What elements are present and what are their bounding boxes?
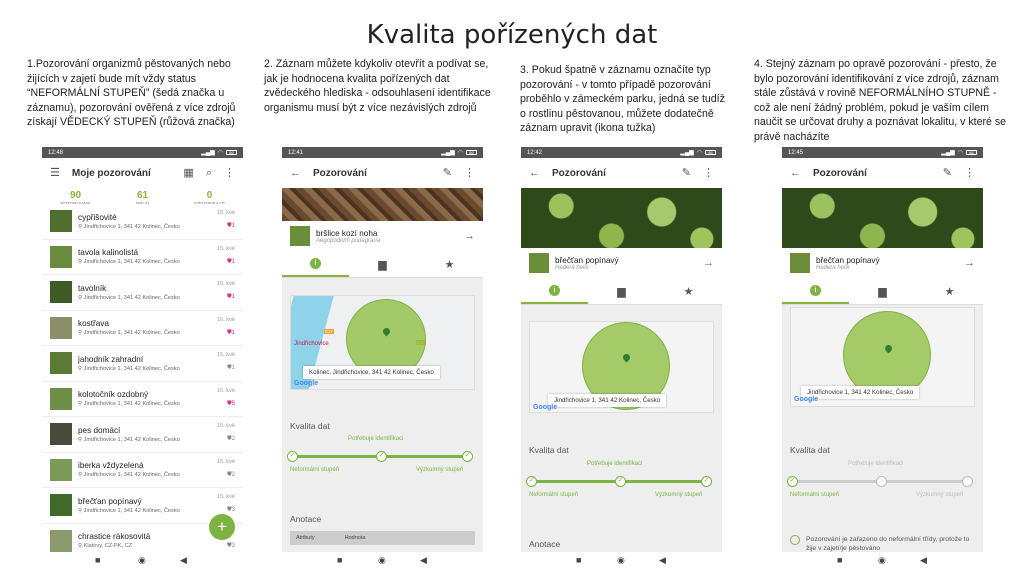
annot-col-attributes: Atributy bbox=[296, 535, 315, 541]
grade-count: 1 bbox=[231, 329, 235, 336]
observation-location bbox=[78, 224, 180, 230]
battery-icon: 86 bbox=[705, 150, 716, 155]
observation-name: pes domácí bbox=[78, 425, 121, 435]
observation-location-text: Jindřichovice 1, 341 42 Kolinec, Česko bbox=[83, 507, 180, 514]
observation-thumbnail bbox=[50, 459, 72, 481]
nav-recent-icon[interactable]: ◀ bbox=[920, 555, 927, 565]
quality-grade-badge bbox=[227, 436, 235, 443]
status-bar bbox=[782, 147, 983, 158]
location-map[interactable] bbox=[529, 321, 714, 413]
species-row[interactable] bbox=[521, 248, 722, 278]
battery-icon: 86 bbox=[466, 150, 477, 155]
location-pin-icon: ⚲ bbox=[78, 294, 83, 301]
grade-shield-icon: ⛊ bbox=[227, 471, 232, 478]
observation-date: 15. kvě bbox=[216, 352, 235, 358]
observation-thumbnail bbox=[50, 317, 72, 339]
quality-grade-badge bbox=[227, 543, 235, 550]
wifi-icon: ◠ bbox=[696, 150, 702, 156]
add-observation-button[interactable]: + bbox=[209, 514, 235, 540]
quality-title: Kvalita dat bbox=[790, 445, 830, 455]
grade-shield-icon: ⛊ bbox=[227, 294, 232, 300]
grade-shield-icon: ⛊ bbox=[227, 365, 232, 371]
species-row[interactable] bbox=[782, 248, 983, 278]
edit-pencil-icon[interactable]: ✎ bbox=[442, 166, 452, 179]
grade-shield-icon: ⛊ bbox=[227, 329, 232, 336]
observation-name: iberka vždyzelená bbox=[78, 461, 144, 471]
observation-thumbnail bbox=[50, 352, 72, 374]
info-icon: i bbox=[810, 285, 821, 296]
quality-right-label: Výzkumný stupeň bbox=[416, 467, 464, 473]
nav-back-icon[interactable]: ■ bbox=[837, 555, 843, 565]
location-pin-icon: ⚲ bbox=[78, 259, 83, 266]
stat-value: 0 bbox=[206, 190, 213, 201]
location-map[interactable] bbox=[290, 295, 475, 390]
back-arrow-icon[interactable]: ← bbox=[529, 166, 540, 179]
list-item[interactable] bbox=[42, 417, 243, 453]
observation-location bbox=[78, 295, 180, 301]
tab-comments[interactable] bbox=[588, 278, 655, 304]
phone-observation-detail bbox=[282, 147, 483, 552]
observation-thumbnail bbox=[50, 423, 72, 445]
observation-location bbox=[78, 508, 180, 514]
quality-title: Kvalita dat bbox=[529, 445, 569, 455]
grade-count: 3 bbox=[231, 542, 235, 549]
caption-3: 3. Pokud špatně v záznamu označíte typ pozorování - v tomto případě pozorování proběhlo v zámeckém parku, jedná se tudíž o rostlinu pěstovanou, můžete dodatečně záznam upravit (ikona tužka) bbox=[520, 64, 725, 134]
species-name: bršlice kozí noha bbox=[316, 228, 378, 238]
quality-mid-label: Potřebuje identifikaci bbox=[348, 436, 404, 442]
star-icon: ★ bbox=[444, 258, 455, 271]
location-pin-icon: ⚲ bbox=[78, 436, 83, 443]
more-vert-icon[interactable]: ⋮ bbox=[464, 166, 475, 179]
phone-my-observations bbox=[42, 147, 243, 552]
observation-location bbox=[78, 330, 180, 336]
observation-date: 15. kvě bbox=[216, 316, 235, 323]
observation-name: jahodník zahradní bbox=[78, 354, 144, 364]
signal-icon: ▂▄▆ bbox=[201, 150, 215, 156]
tab-favorite[interactable] bbox=[916, 278, 983, 304]
species-latin: Aegopodium podagraria bbox=[316, 237, 381, 244]
quality-step-needs-id: ✓ bbox=[376, 451, 387, 462]
map-address: Jindřichovice 1, 341 42 Kolinec, Česko bbox=[801, 386, 919, 399]
map-address: Jindřichovice 1, 341 42 Kolinec, Česko bbox=[548, 394, 666, 407]
page-title: Kvalita pořízených dat bbox=[366, 20, 658, 50]
tab-comments[interactable] bbox=[849, 278, 916, 304]
quality-grade-badge bbox=[227, 330, 235, 337]
quality-grade-badge bbox=[227, 401, 235, 408]
species-latin: Hedera helix bbox=[816, 264, 850, 271]
status-bar bbox=[42, 147, 243, 158]
observation-thumbnail bbox=[50, 210, 72, 232]
signal-icon: ▂▄▆ bbox=[680, 150, 694, 156]
observation-date: 15. kvě bbox=[216, 494, 235, 500]
tab-info[interactable] bbox=[282, 251, 349, 277]
observation-location bbox=[78, 437, 180, 443]
observation-list bbox=[42, 204, 243, 552]
arrow-right-icon[interactable]: → bbox=[464, 230, 475, 242]
casual-note-text: Pozorování je zařazeno do neformální třídy, protože to žije v zajetí/je pěstováno bbox=[806, 536, 970, 552]
quality-grade-badge bbox=[227, 259, 235, 266]
annotations-title: Anotace bbox=[290, 514, 322, 524]
annotations-title: Anotace bbox=[529, 539, 561, 549]
observation-thumbnail bbox=[50, 530, 72, 552]
quality-step-casual: ✓ bbox=[287, 451, 298, 462]
map-address: Kolinec, Jindřichovice, 341 42 Kolinec, Česko bbox=[303, 366, 440, 379]
location-pin-icon: ⚲ bbox=[78, 365, 83, 372]
search-icon[interactable]: ⌕ bbox=[205, 166, 212, 179]
caption-4: 4. Stejný záznam po opravě pozorování - přesto, že bylo pozorování identifikování z více zdrojů, záznam stále zůstává v rovině NEFORMÁLNÍHO STUPNĚ - což ale není žádný problém, pokud je vaším cílem naučit se určovat druhy a poznávat lokalitu, v které se právě nacházíte bbox=[754, 58, 1007, 143]
edit-pencil-icon[interactable]: ✎ bbox=[681, 166, 691, 179]
species-name: břečťan popínavý bbox=[816, 255, 880, 265]
battery-icon: 86 bbox=[966, 150, 977, 155]
observation-location bbox=[78, 401, 180, 407]
grade-count: 1 bbox=[231, 223, 235, 229]
battery-icon: 86 bbox=[226, 150, 237, 155]
info-icon: i bbox=[310, 258, 321, 269]
status-time: 12:45 bbox=[788, 149, 804, 156]
tab-info[interactable] bbox=[521, 278, 588, 304]
quality-step-casual: ✓ bbox=[787, 476, 798, 487]
observation-location-text: Jindřichovice 1, 341 42 Kolinec, Česko bbox=[83, 365, 180, 372]
stat-value: 90 bbox=[69, 190, 82, 201]
location-pin-icon: ⚲ bbox=[78, 507, 83, 514]
detail-tabs bbox=[282, 251, 483, 278]
list-item[interactable] bbox=[42, 311, 243, 347]
location-pin-icon: ⚲ bbox=[78, 223, 83, 230]
observation-location-text: Jindřichovice 1, 341 42 Kolinec, Česko bbox=[83, 259, 180, 266]
app-bar-title: Moje pozorování bbox=[71, 167, 151, 179]
wifi-icon: ◠ bbox=[457, 150, 463, 156]
list-item[interactable] bbox=[42, 346, 243, 382]
phone-observation-ivy-corrected bbox=[782, 147, 983, 552]
grade-count: 1 bbox=[231, 258, 235, 265]
wifi-icon: ◠ bbox=[957, 150, 963, 156]
nav-home-icon[interactable]: ◉ bbox=[617, 555, 625, 565]
observation-thumbnail bbox=[50, 246, 72, 268]
grade-shield-icon: ⛊ bbox=[227, 542, 232, 549]
list-item[interactable] bbox=[42, 275, 243, 311]
quality-step-research bbox=[962, 476, 973, 487]
species-thumbnail bbox=[790, 253, 810, 273]
observation-name: chrastice rákosovitá bbox=[78, 532, 151, 542]
observation-location bbox=[78, 366, 180, 372]
list-item[interactable] bbox=[42, 204, 243, 240]
annotations-table-header bbox=[290, 531, 475, 545]
list-item[interactable] bbox=[42, 240, 243, 276]
edit-pencil-icon[interactable]: ✎ bbox=[942, 166, 952, 179]
detail-tabs bbox=[521, 278, 722, 305]
quality-step-needs-id bbox=[876, 476, 887, 487]
signal-icon: ▂▄▆ bbox=[441, 150, 455, 156]
observation-name: kolotočník ozdobný bbox=[78, 390, 149, 400]
quality-mid-label: Potřebuje identifikaci bbox=[587, 461, 643, 467]
observation-date: 15. kvě bbox=[216, 387, 235, 394]
caption-2: 2. Záznam můžete kdykoliv otevřít a podívat se, jak je hodnocena kvalita pořízených dat zvědeckého hlediska - odsouhlasení identifikace organismu musí být z více nezávislých zdrojů bbox=[264, 58, 491, 114]
phone-observation-ivy bbox=[521, 147, 722, 552]
google-logo: Google bbox=[794, 396, 819, 403]
observation-thumbnail bbox=[50, 281, 72, 303]
observation-location-text: Klatovy, CZ-PK, CZ bbox=[83, 543, 133, 550]
observation-location-text: Jindřichovice 1, 341 42 Kolinec, Česko bbox=[83, 401, 180, 408]
quality-grade-badge bbox=[227, 507, 235, 514]
road-label-1: E17 bbox=[325, 329, 334, 334]
tab-favorite[interactable] bbox=[416, 251, 483, 277]
app-bar-title: Pozorování bbox=[313, 167, 367, 179]
comment-icon: ▆ bbox=[617, 285, 626, 298]
species-name: břečťan popínavý bbox=[555, 255, 619, 265]
grade-shield-icon: ⛊ bbox=[227, 258, 232, 265]
comment-icon: ▆ bbox=[378, 258, 387, 271]
info-icon: i bbox=[549, 285, 560, 296]
star-icon: ★ bbox=[683, 285, 694, 298]
observation-date: 15. kvě bbox=[216, 210, 235, 216]
tab-info[interactable] bbox=[782, 278, 849, 304]
nav-recent-icon[interactable]: ◀ bbox=[180, 555, 187, 565]
app-bar bbox=[42, 158, 243, 188]
list-item[interactable] bbox=[42, 453, 243, 489]
quality-title: Kvalita dat bbox=[290, 421, 330, 431]
more-vert-icon[interactable]: ⋮ bbox=[964, 166, 975, 179]
observation-date: 15. kvě bbox=[216, 281, 235, 287]
list-item[interactable] bbox=[42, 382, 243, 418]
lightbulb-icon bbox=[790, 535, 800, 545]
quality-step-needs-id: ✓ bbox=[615, 476, 626, 487]
quality-grade-badge bbox=[227, 294, 235, 301]
observation-location bbox=[78, 259, 180, 265]
species-thumbnail bbox=[290, 226, 310, 246]
quality-mid-label: Potřebuje identifikaci bbox=[848, 461, 904, 467]
detail-tabs bbox=[782, 278, 983, 305]
star-icon: ★ bbox=[944, 285, 955, 298]
grade-shield-icon: ⛊ bbox=[227, 223, 232, 229]
grade-count: 5 bbox=[231, 400, 235, 407]
quality-step-casual: ✓ bbox=[526, 476, 537, 487]
grade-count: 1 bbox=[231, 365, 235, 371]
annot-col-value: Hodnota bbox=[344, 535, 366, 541]
tab-comments[interactable] bbox=[349, 251, 416, 277]
location-pin-icon: ⚲ bbox=[78, 401, 83, 408]
wifi-icon: ◠ bbox=[217, 150, 223, 156]
menu-icon[interactable]: ☰ bbox=[50, 166, 60, 179]
quality-grade-badge bbox=[227, 472, 235, 479]
location-map[interactable] bbox=[790, 307, 975, 407]
status-bar bbox=[282, 147, 483, 158]
observation-date: 15. kvě bbox=[216, 458, 235, 465]
observation-thumbnail bbox=[50, 388, 72, 410]
nav-recent-icon[interactable]: ◀ bbox=[659, 555, 666, 565]
back-arrow-icon[interactable]: ← bbox=[790, 166, 801, 179]
observation-photo[interactable] bbox=[782, 188, 983, 248]
observation-date: 15. kvě bbox=[216, 423, 235, 429]
observation-location-text: Jindřichovice 1, 341 42 Kolinec, Česko bbox=[83, 330, 180, 337]
signal-icon: ▂▄▆ bbox=[941, 150, 955, 156]
grade-count: 1 bbox=[231, 294, 235, 300]
arrow-right-icon[interactable]: → bbox=[703, 257, 714, 269]
species-thumbnail bbox=[529, 253, 549, 273]
nav-home-icon[interactable]: ◉ bbox=[138, 555, 146, 565]
observation-name: tavolník bbox=[78, 283, 107, 293]
quality-step-research: ✓ bbox=[701, 476, 712, 487]
nav-back-icon[interactable]: ■ bbox=[337, 555, 343, 565]
observation-photo[interactable] bbox=[282, 188, 483, 221]
tab-favorite[interactable] bbox=[655, 278, 722, 304]
grade-count: 2 bbox=[231, 471, 235, 478]
quality-left-label: Neformální stupeň bbox=[790, 492, 840, 498]
nav-recent-icon[interactable]: ◀ bbox=[420, 555, 427, 565]
observation-name: tavola kalinolistá bbox=[78, 248, 139, 258]
status-time: 12:48 bbox=[48, 149, 64, 156]
map-town-label: Jindřichovice bbox=[294, 341, 329, 347]
species-row[interactable] bbox=[282, 221, 483, 251]
nav-back-icon[interactable]: ■ bbox=[576, 555, 582, 565]
more-vert-icon[interactable]: ⋮ bbox=[703, 166, 714, 179]
casual-note bbox=[790, 535, 975, 552]
comment-icon: ▆ bbox=[878, 285, 887, 298]
observation-location-text: Jindřichovice 1, 341 42 Kolinec, Česko bbox=[83, 436, 180, 443]
observation-name: cypřišovité bbox=[78, 212, 117, 222]
grade-count: 3 bbox=[231, 507, 235, 513]
location-pin-icon: ⚲ bbox=[78, 330, 83, 337]
status-time: 12:41 bbox=[288, 149, 304, 156]
nav-back-icon[interactable]: ■ bbox=[95, 555, 101, 565]
observation-name: břečťan popínavý bbox=[78, 496, 142, 506]
arrow-right-icon[interactable]: → bbox=[964, 257, 975, 269]
google-logo: Google bbox=[294, 380, 319, 387]
observation-location-text: Jindřichovice 1, 341 42 Kolinec, Česko bbox=[83, 294, 180, 301]
grade-shield-icon: ⛊ bbox=[227, 507, 232, 513]
observation-location-text: Jindřichovice 1, 341 42 Kolinec, Česko bbox=[83, 223, 180, 230]
status-bar bbox=[521, 147, 722, 158]
back-arrow-icon[interactable]: ← bbox=[290, 166, 301, 179]
more-vert-icon[interactable]: ⋮ bbox=[224, 166, 235, 179]
observation-location bbox=[78, 472, 180, 478]
app-bar bbox=[521, 158, 722, 188]
grid-view-icon[interactable]: ▦ bbox=[183, 166, 194, 179]
species-latin: Hedera helix bbox=[555, 264, 589, 271]
quality-step-research: ✓ bbox=[462, 451, 473, 462]
observation-photo[interactable] bbox=[521, 188, 722, 248]
quality-right-label: Výzkumný stupeň bbox=[916, 492, 964, 498]
quality-left-label: Neformální stupeň bbox=[290, 467, 340, 473]
observation-name: kostřava bbox=[78, 319, 109, 329]
grade-shield-icon: ⛊ bbox=[227, 400, 232, 407]
stat-value: 61 bbox=[136, 190, 149, 201]
observation-location-text: Jindřichovice 1, 341 42 Kolinec, Česko bbox=[83, 472, 180, 479]
caption-1: 1.Pozorování organizmů pěstovaných nebo žijících v zajetí bude mít vždy status “NEFORMÁLNÍ STUPEŇ” (šedá značka u záznamu), pozorování ověřená z více zdrojů získají VĚDECKÝ STUPEŇ (růžová značka) bbox=[27, 58, 236, 128]
quality-grade-badge bbox=[227, 223, 235, 230]
observation-thumbnail bbox=[50, 494, 72, 516]
quality-right-label: Výzkumný stupeň bbox=[655, 492, 703, 498]
grade-count: 2 bbox=[231, 436, 235, 442]
app-bar bbox=[782, 158, 983, 188]
quality-left-label: Neformální stupeň bbox=[529, 492, 579, 498]
quality-grade-badge bbox=[227, 365, 235, 372]
google-logo: Google bbox=[533, 404, 558, 411]
app-bar bbox=[282, 158, 483, 188]
nav-home-icon[interactable]: ◉ bbox=[378, 555, 386, 565]
app-bar-title: Pozorování bbox=[813, 167, 867, 179]
observation-date: 15. kvě bbox=[216, 245, 235, 252]
location-pin-icon: ⚲ bbox=[78, 543, 83, 550]
grade-shield-icon: ⛊ bbox=[227, 436, 232, 442]
app-bar-title: Pozorování bbox=[552, 167, 606, 179]
observation-location bbox=[78, 543, 150, 549]
status-time: 12:42 bbox=[527, 149, 543, 156]
nav-home-icon[interactable]: ◉ bbox=[878, 555, 886, 565]
location-pin-icon: ⚲ bbox=[78, 472, 83, 479]
